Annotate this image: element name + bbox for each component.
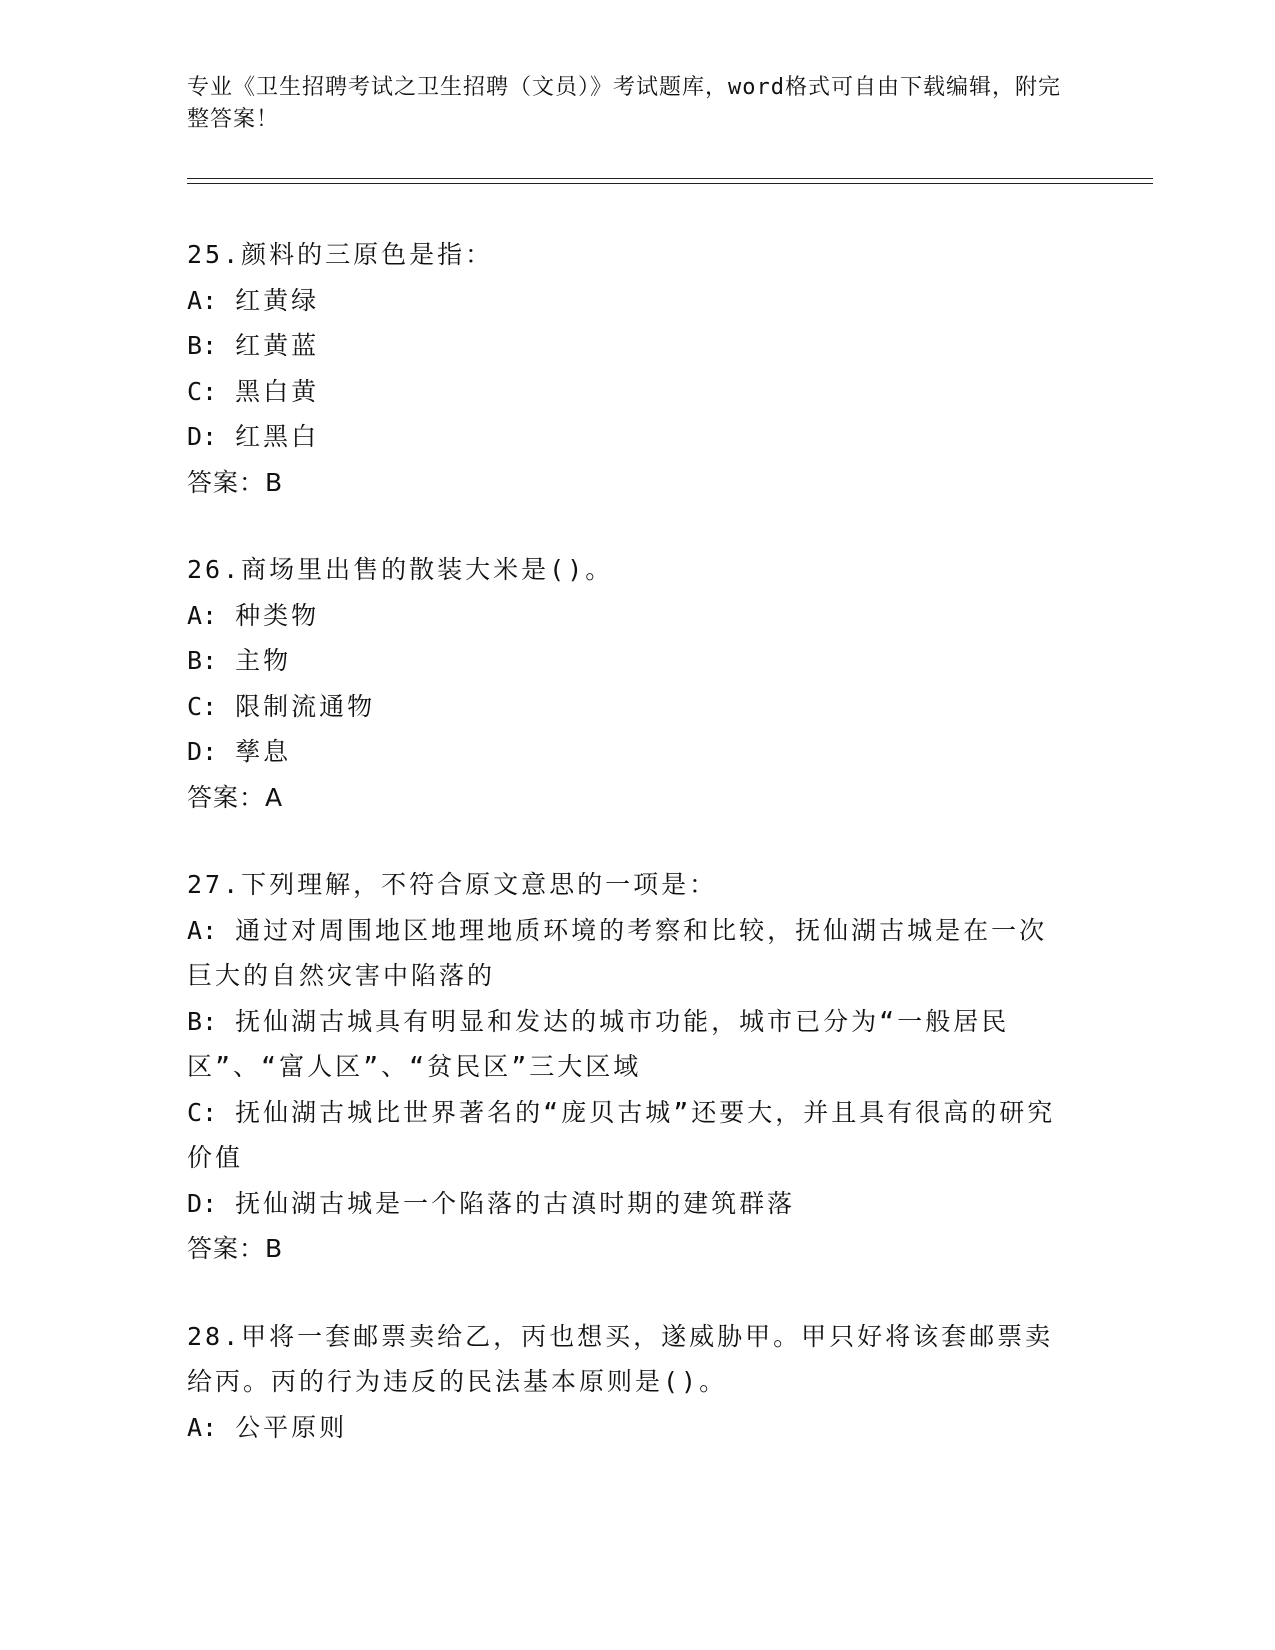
option-text: 黑白黄 bbox=[235, 376, 320, 406]
option-c bbox=[187, 369, 1067, 415]
option-text: 红黄绿 bbox=[235, 285, 320, 315]
option-key: C: bbox=[187, 691, 218, 721]
question-stem: 25.颜料的三原色是指： bbox=[187, 240, 494, 269]
question-list bbox=[187, 232, 1067, 1492]
option-key: A: bbox=[187, 915, 218, 945]
header-divider-bottom bbox=[187, 183, 1153, 184]
option-key: B: bbox=[187, 1006, 218, 1036]
question-26 bbox=[187, 547, 1067, 820]
option-text: 孳息 bbox=[235, 737, 292, 766]
question-stem: 28.甲将一套邮票卖给乙，丙也想买，遂威胁甲。甲只好将该套邮票卖给丙。丙的行为违反的民法基本原则是()。 bbox=[187, 1321, 1054, 1396]
option-a bbox=[187, 908, 1067, 999]
question-stem: 27.下列理解，不符合原文意思的一项是： bbox=[187, 870, 718, 899]
option-d bbox=[187, 729, 1067, 775]
option-key: C: bbox=[187, 1097, 218, 1127]
option-a bbox=[187, 278, 1067, 324]
option-c bbox=[187, 684, 1067, 730]
option-b bbox=[187, 999, 1067, 1090]
answer-line: 答案：A bbox=[187, 782, 284, 812]
option-text: 红黑白 bbox=[235, 422, 320, 451]
question-25 bbox=[187, 232, 1067, 505]
option-key: D: bbox=[187, 1188, 218, 1218]
option-a bbox=[187, 593, 1067, 639]
option-text: 公平原则 bbox=[235, 1412, 348, 1442]
option-a bbox=[187, 1405, 1067, 1451]
question-28 bbox=[187, 1314, 1067, 1451]
option-key: C: bbox=[187, 376, 218, 406]
option-text: 红黄蓝 bbox=[235, 331, 320, 360]
question-stem: 26.商场里出售的散装大米是()。 bbox=[187, 555, 614, 584]
option-key: A: bbox=[187, 285, 218, 315]
option-key: D: bbox=[187, 422, 218, 451]
header-divider-top bbox=[187, 178, 1153, 179]
option-b bbox=[187, 638, 1067, 684]
option-c bbox=[187, 1090, 1067, 1181]
document-header: 专业《卫生招聘考试之卫生招聘（文员）》考试题库，word格式可自由下载编辑，附完整答案！ bbox=[187, 75, 1061, 132]
option-key: A: bbox=[187, 600, 218, 630]
option-text: 抚仙湖古城是一个陷落的古滇时期的建筑群落 bbox=[235, 1188, 796, 1218]
option-d bbox=[187, 414, 1067, 460]
option-text: 主物 bbox=[235, 646, 292, 675]
option-text: 抚仙湖古城比世界著名的“庞贝古城”还要大，并且具有很高的研究价值 bbox=[187, 1097, 1056, 1172]
option-b bbox=[187, 323, 1067, 369]
answer-line: 答案：B bbox=[187, 1234, 284, 1263]
option-text: 通过对周围地区地理地质环境的考察和比较，抚仙湖古城是在一次巨大的自然灾害中陷落的 bbox=[187, 915, 1048, 990]
option-d bbox=[187, 1181, 1067, 1227]
option-key: D: bbox=[187, 737, 218, 766]
question-27 bbox=[187, 862, 1067, 1272]
option-key: A: bbox=[187, 1412, 218, 1442]
answer-line: 答案：B bbox=[187, 467, 284, 497]
option-text: 限制流通物 bbox=[235, 691, 376, 721]
option-key: B: bbox=[187, 331, 218, 360]
option-key: B: bbox=[187, 646, 218, 675]
option-text: 种类物 bbox=[235, 600, 320, 630]
option-text: 抚仙湖古城具有明显和发达的城市功能，城市已分为“一般居民区”、“富人区”、“贫民区”三大区域 bbox=[187, 1006, 1010, 1081]
